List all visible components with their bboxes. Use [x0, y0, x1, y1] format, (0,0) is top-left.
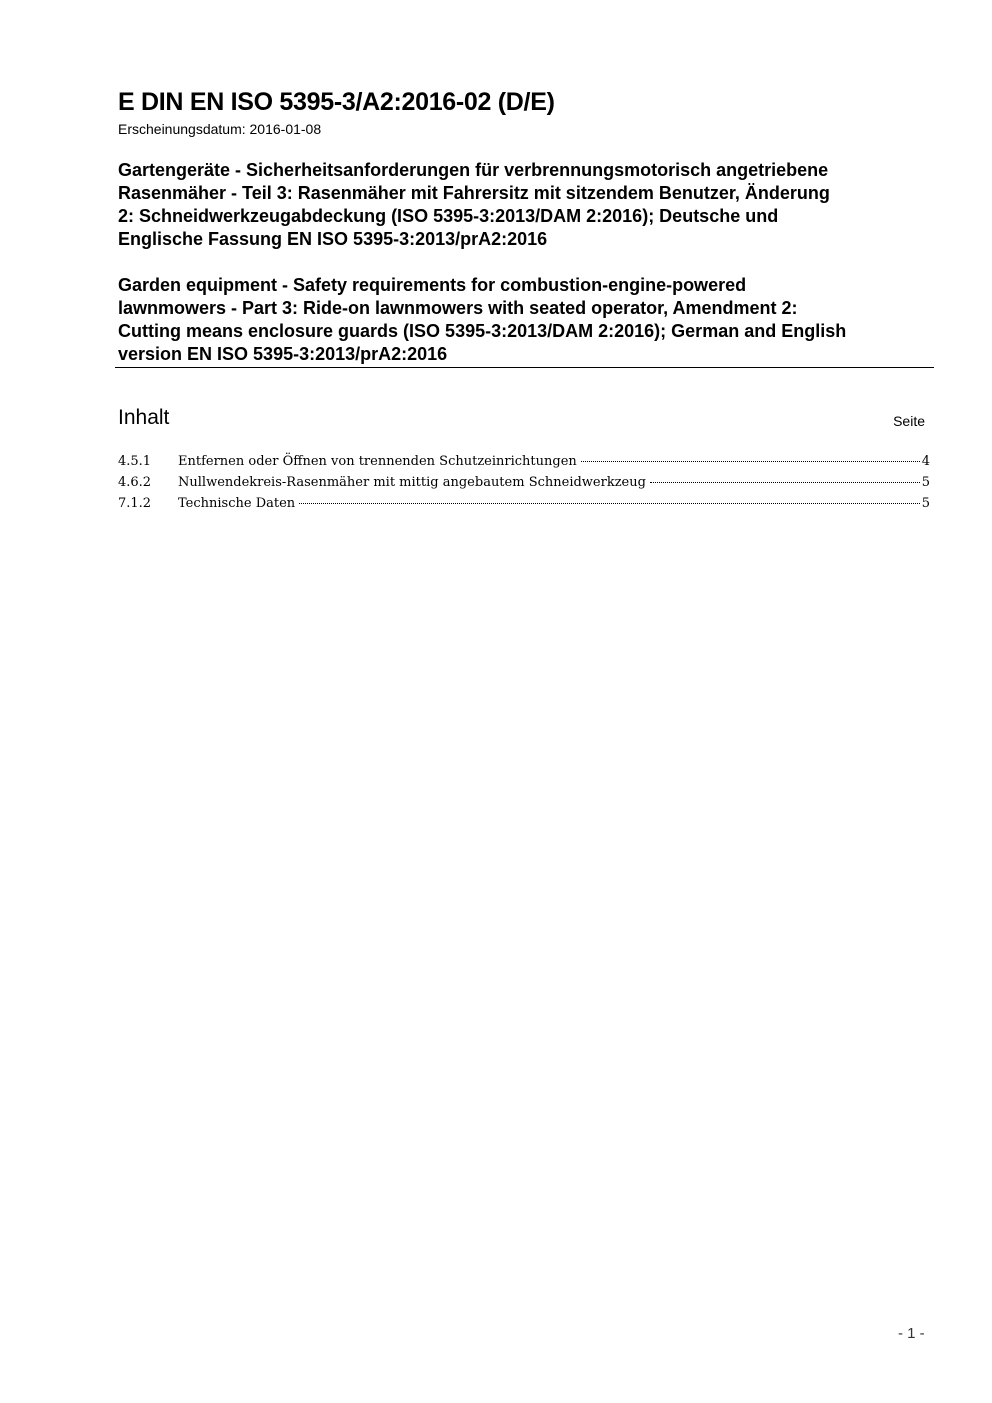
- title-english-line: Garden equipment - Safety requirements for combustion-engine-powered: [118, 275, 747, 295]
- title-english-line: version EN ISO 5395-3:2013/prA2:2016: [118, 344, 448, 364]
- toc-entry-title: Technische Daten: [178, 496, 296, 511]
- toc-heading: Inhalt: [118, 406, 170, 429]
- document-id: E DIN EN ISO 5395-3/A2:2016-02 (D/E): [118, 88, 555, 116]
- title-english-line: lawnmowers - Part 3: Ride-on lawnmowers with seated operator, Amendment 2:: [118, 298, 798, 318]
- page-number: - 1 -: [898, 1325, 925, 1342]
- title-english: [118, 274, 938, 366]
- toc-entry-number: 4.6.2: [118, 475, 152, 490]
- toc-entry[interactable]: [118, 475, 930, 496]
- publication-date: Erscheinungsdatum: 2016-01-08: [118, 121, 322, 137]
- toc-entry-page: 5: [921, 475, 930, 490]
- title-german-line: Englische Fassung EN ISO 5395-3:2013/prA2:2016: [118, 229, 548, 249]
- toc-page-label: Seite: [893, 413, 925, 429]
- toc-dot-leader: [650, 482, 920, 483]
- toc-entry-page: 4: [921, 454, 930, 469]
- title-german: [118, 159, 938, 251]
- title-divider: [115, 367, 934, 368]
- toc-list: [118, 454, 930, 517]
- toc-entry-page: 5: [921, 496, 930, 511]
- title-german-line: Gartengeräte - Sicherheitsanforderungen für verbrennungsmotorisch angetriebene: [118, 160, 829, 180]
- title-german-line: Rasenmäher - Teil 3: Rasenmäher mit Fahrersitz mit sitzendem Benutzer, Änderung: [118, 183, 830, 203]
- toc-entry-number: 4.5.1: [118, 454, 152, 469]
- title-english-line: Cutting means enclosure guards (ISO 5395-3:2013/DAM 2:2016); German and English: [118, 321, 847, 341]
- toc-dot-leader: [581, 461, 920, 462]
- toc-entry-title: Entfernen oder Öffnen von trennenden Schutzeinrichtungen: [178, 454, 577, 469]
- toc-entry[interactable]: [118, 454, 930, 475]
- toc-entry-number: 7.1.2: [118, 496, 152, 511]
- toc-entry[interactable]: [118, 496, 930, 517]
- toc-dot-leader: [299, 503, 920, 504]
- toc-entry-title: Nullwendekreis-Rasenmäher mit mittig angebautem Schneidwerkzeug: [178, 475, 646, 490]
- title-german-line: 2: Schneidwerkzeugabdeckung (ISO 5395-3:2013/DAM 2:2016); Deutsche und: [118, 206, 779, 226]
